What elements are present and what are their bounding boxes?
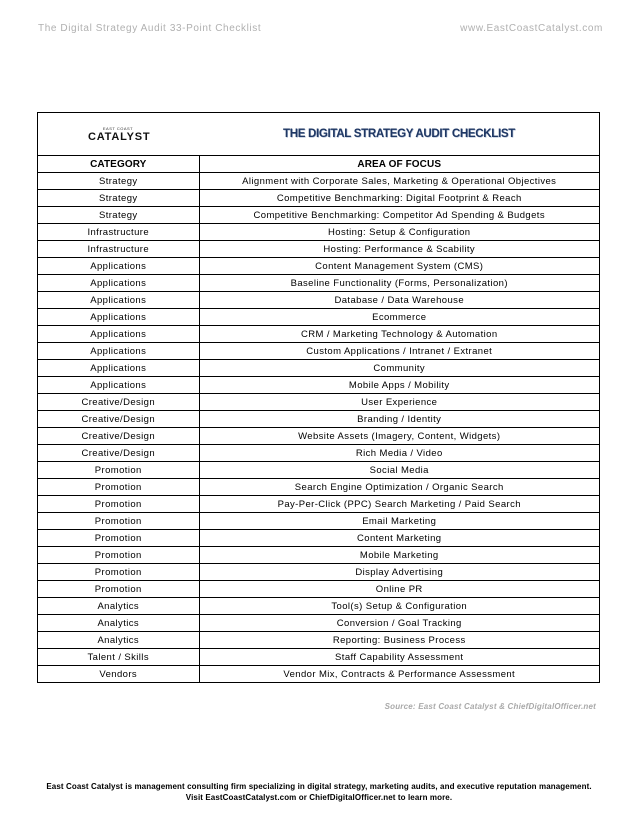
category-cell: Creative/Design xyxy=(38,411,199,428)
table-row xyxy=(38,309,599,326)
catalyst-logo xyxy=(88,126,151,146)
checklist-table-container xyxy=(37,112,600,683)
category-cell: Promotion xyxy=(38,564,199,581)
table-row xyxy=(38,292,599,309)
logo-wordmark: CATALYST xyxy=(88,131,151,143)
area-of-focus-cell: Hosting: Performance & Scability xyxy=(199,241,599,258)
table-header-row xyxy=(38,156,599,173)
category-cell: Vendors xyxy=(38,666,199,683)
table-row xyxy=(38,377,599,394)
area-of-focus-cell: Rich Media / Video xyxy=(199,445,599,462)
header-document-title: The Digital Strategy Audit 33-Point Checklist xyxy=(38,23,262,34)
table-row xyxy=(38,207,599,224)
category-cell: Promotion xyxy=(38,479,199,496)
area-of-focus-cell: Content Management System (CMS) xyxy=(199,258,599,275)
table-row xyxy=(38,632,599,649)
table-row xyxy=(38,360,599,377)
checklist-title: THE DIGITAL STRATEGY AUDIT CHECKLIST xyxy=(283,128,515,140)
area-of-focus-cell: Display Advertising xyxy=(199,564,599,581)
table-row xyxy=(38,547,599,564)
logo-tagline: EAST COAST xyxy=(102,126,134,131)
category-cell: Applications xyxy=(38,258,199,275)
category-cell: Applications xyxy=(38,309,199,326)
category-cell: Applications xyxy=(38,377,199,394)
area-of-focus-cell: Search Engine Optimization / Organic Search xyxy=(199,479,599,496)
area-of-focus-cell: User Experience xyxy=(199,394,599,411)
category-cell: Strategy xyxy=(38,207,199,224)
category-cell: Analytics xyxy=(38,615,199,632)
checklist-table xyxy=(38,156,599,682)
table-row xyxy=(38,190,599,207)
category-cell: Applications xyxy=(38,326,199,343)
category-cell: Promotion xyxy=(38,530,199,547)
area-of-focus-cell: Conversion / Goal Tracking xyxy=(199,615,599,632)
table-row xyxy=(38,666,599,683)
category-cell: Strategy xyxy=(38,173,199,190)
area-of-focus-cell: Email Marketing xyxy=(199,513,599,530)
table-row xyxy=(38,445,599,462)
area-of-focus-cell: CRM / Marketing Technology & Automation xyxy=(199,326,599,343)
category-cell: Analytics xyxy=(38,632,199,649)
area-of-focus-cell: Competitive Benchmarking: Digital Footprint & Reach xyxy=(199,190,599,207)
area-of-focus-cell: Mobile Apps / Mobility xyxy=(199,377,599,394)
table-row xyxy=(38,462,599,479)
category-cell: Creative/Design xyxy=(38,394,199,411)
footer-note: East Coast Catalyst is management consulting firm specializing in digital strategy, marketing audits, and executive reputation management. Visit EastCoastCatalyst.com or ChiefDigitalOfficer.net to learn more. xyxy=(46,782,592,802)
column-header-area-of-focus: AREA OF FOCUS xyxy=(199,156,599,173)
category-cell: Infrastructure xyxy=(38,224,199,241)
category-cell: Creative/Design xyxy=(38,445,199,462)
category-cell: Applications xyxy=(38,292,199,309)
table-row xyxy=(38,428,599,445)
category-cell: Talent / Skills xyxy=(38,649,199,666)
header-website: www.EastCoastCatalyst.com xyxy=(460,23,603,34)
category-cell: Promotion xyxy=(38,496,199,513)
table-row xyxy=(38,496,599,513)
checklist-title-row xyxy=(38,113,599,156)
table-row xyxy=(38,649,599,666)
category-cell: Applications xyxy=(38,275,199,292)
table-row xyxy=(38,224,599,241)
table-row xyxy=(38,615,599,632)
category-cell: Promotion xyxy=(38,513,199,530)
category-cell: Creative/Design xyxy=(38,428,199,445)
area-of-focus-cell: Staff Capability Assessment xyxy=(199,649,599,666)
table-row xyxy=(38,343,599,360)
area-of-focus-cell: Website Assets (Imagery, Content, Widgets) xyxy=(199,428,599,445)
area-of-focus-cell: Baseline Functionality (Forms, Personalization) xyxy=(199,275,599,292)
area-of-focus-cell: Community xyxy=(199,360,599,377)
category-cell: Promotion xyxy=(38,462,199,479)
area-of-focus-cell: Content Marketing xyxy=(199,530,599,547)
area-of-focus-cell: Alignment with Corporate Sales, Marketing & Operational Objectives xyxy=(199,173,599,190)
category-cell: Promotion xyxy=(38,547,199,564)
source-credit: Source: East Coast Catalyst & ChiefDigitalOfficer.net xyxy=(384,702,596,711)
area-of-focus-cell: Branding / Identity xyxy=(199,411,599,428)
area-of-focus-cell: Hosting: Setup & Configuration xyxy=(199,224,599,241)
area-of-focus-cell: Mobile Marketing xyxy=(199,547,599,564)
table-row xyxy=(38,326,599,343)
area-of-focus-cell: Online PR xyxy=(199,581,599,598)
table-row xyxy=(38,564,599,581)
category-cell: Analytics xyxy=(38,598,199,615)
table-row xyxy=(38,581,599,598)
category-cell: Strategy xyxy=(38,190,199,207)
table-row xyxy=(38,598,599,615)
column-header-category: CATEGORY xyxy=(38,156,199,173)
area-of-focus-cell: Ecommerce xyxy=(199,309,599,326)
table-row xyxy=(38,513,599,530)
area-of-focus-cell: Tool(s) Setup & Configuration xyxy=(199,598,599,615)
area-of-focus-cell: Database / Data Warehouse xyxy=(199,292,599,309)
table-row xyxy=(38,173,599,190)
category-cell: Promotion xyxy=(38,581,199,598)
category-cell: Applications xyxy=(38,343,199,360)
table-row xyxy=(38,394,599,411)
area-of-focus-cell: Vendor Mix, Contracts & Performance Assessment xyxy=(199,666,599,683)
table-row xyxy=(38,530,599,547)
table-row xyxy=(38,258,599,275)
table-row xyxy=(38,479,599,496)
area-of-focus-cell: Reporting: Business Process xyxy=(199,632,599,649)
area-of-focus-cell: Custom Applications / Intranet / Extranet xyxy=(199,343,599,360)
category-cell: Applications xyxy=(38,360,199,377)
area-of-focus-cell: Social Media xyxy=(199,462,599,479)
area-of-focus-cell: Competitive Benchmarking: Competitor Ad Spending & Budgets xyxy=(199,207,599,224)
area-of-focus-cell: Pay-Per-Click (PPC) Search Marketing / Paid Search xyxy=(199,496,599,513)
table-row xyxy=(38,241,599,258)
table-row xyxy=(38,411,599,428)
category-cell: Infrastructure xyxy=(38,241,199,258)
table-row xyxy=(38,275,599,292)
